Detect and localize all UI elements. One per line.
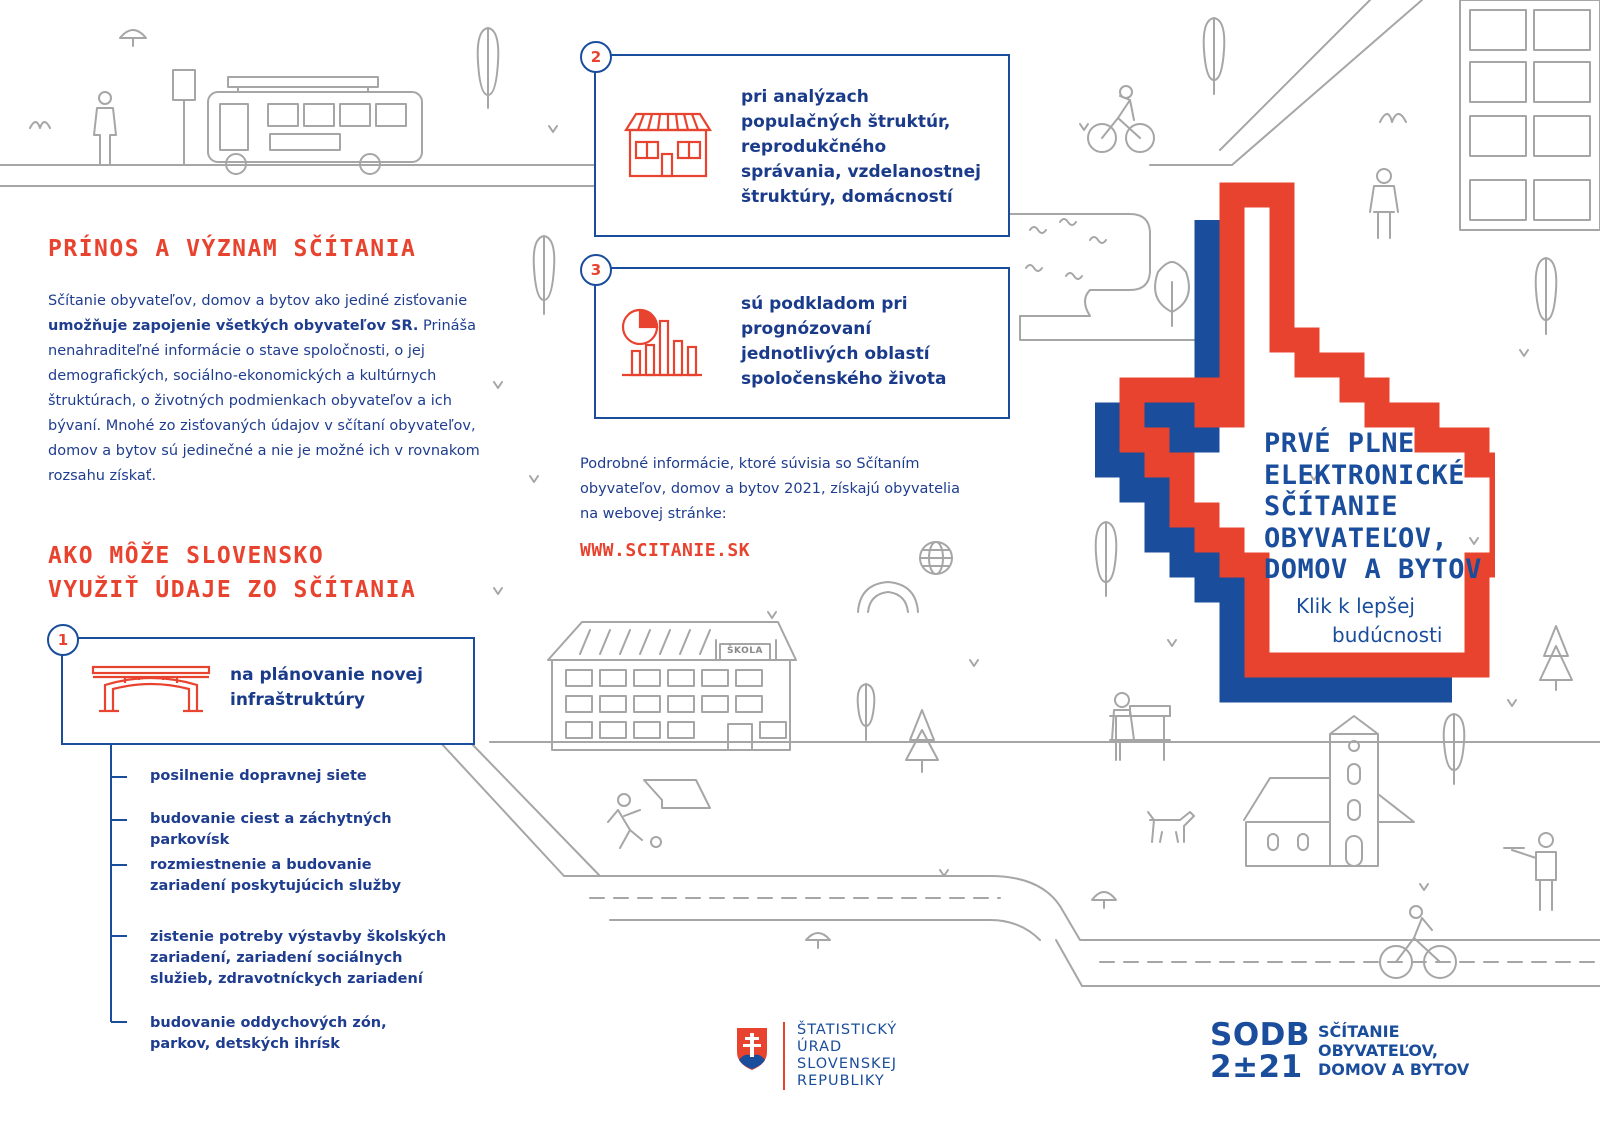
bus-illustration	[208, 77, 422, 174]
school-illustration	[548, 622, 796, 750]
sus-logo-text: ŠTATISTICKÝ ÚRAD SLOVENSKEJ REPUBLIKY	[797, 1022, 898, 1089]
hero-subtitle-line1: Klik k lepšej	[1296, 594, 1415, 618]
box2-text: pri analýzach populačných štruktúr, reprodukčného správania, vzdelanostnej štruktúry, domácností	[741, 87, 981, 207]
sodb-logo-text: SČÍTANIE OBYVATEĽOV, DOMOV A BYTOV	[1318, 1022, 1470, 1079]
number-badge-1: 1	[47, 624, 79, 656]
list-item: budovanie ciest a záchytných parkovísk	[150, 811, 392, 848]
list-item: rozmiestnenie a budovanie zariadení poskytujúcich služby	[150, 857, 402, 894]
slovak-coat-of-arms-icon	[735, 1026, 769, 1072]
chart-icon	[620, 307, 704, 379]
hero-subtitle-line2: budúcnosti	[1332, 623, 1443, 647]
sodb-logo: SODB 2±21	[1210, 1017, 1311, 1085]
number-badge-3: 3	[580, 254, 612, 286]
list-tick	[111, 776, 127, 778]
info-paragraph: Podrobné informácie, ktoré súvisia so Sčítaním obyvateľov, domov a bytov 2021, získajú obyvatelia na webovej stránke:	[580, 456, 960, 522]
house-icon	[622, 112, 714, 178]
list-tick	[111, 935, 127, 937]
intro-heading: PRÍNOS A VÝZNAM SČÍTANIA	[48, 236, 417, 262]
list-tick	[111, 819, 127, 821]
website-link[interactable]: WWW.SCITANIE.SK	[580, 540, 751, 561]
number-badge-2: 2	[580, 41, 612, 73]
intro-paragraph: Sčítanie obyvateľov, domov a bytov ako jediné zisťovanie umožňuje zapojenie všetkých obyvateľov SR. Prináša nenahraditeľné informácie o stave spoločnosti, o jej demografických, sociálno-ekonomických a kultúrnych štruktúrach, o životných podmienkach obyvateľov a ich bývaní. Mnohé zo zisťovaných údajov v sčítaní obyvateľov, domov a bytov sú jedinečné a nie je možné ich v rovnakom rozsahu získať.	[48, 293, 480, 484]
usage-heading: AKO MÔŽE SLOVENSKO VYUŽIŤ ÚDAJE ZO SČÍTANIA	[48, 543, 417, 603]
church-illustration	[1244, 716, 1414, 866]
list-tick	[111, 1021, 127, 1023]
list-tick	[111, 864, 127, 866]
school-sign: ŠKOLA	[727, 646, 763, 656]
box3-text: sú podkladom pri prognózovaní jednotlivých oblastí spoločenského života	[741, 294, 947, 389]
list-item: posilnenie dopravnej siete	[150, 768, 367, 784]
hero-title: PRVÉ PLNE ELEKTRONICKÉ SČÍTANIE OBYVATEĽOV, DOMOV A BYTOV	[1264, 428, 1482, 585]
box1-text: na plánovanie novej infraštruktúry	[230, 665, 423, 710]
list-item: zistenie potreby výstavby školských zariadení, zariadení sociálnych služieb, zdravotníckych zariadení	[150, 929, 447, 987]
bridge-icon	[91, 663, 211, 715]
list-connector	[110, 745, 112, 1022]
logo-divider	[783, 1022, 785, 1090]
list-item: budovanie oddychových zón, parkov, detských ihrísk	[150, 1015, 387, 1052]
